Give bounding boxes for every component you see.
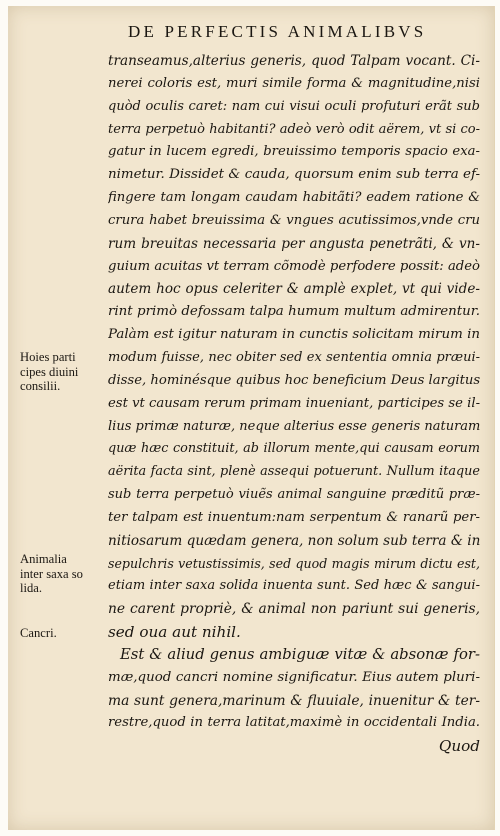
catchword: Quod <box>438 737 480 756</box>
margin-note-line: lida. <box>20 581 43 596</box>
margin-note-animalia <box>20 552 108 596</box>
text-line: gatur in lucem egredi, breuissimo temporis spacio exa- <box>108 144 480 160</box>
text-line: mæ,quod cancri nomine significatur. Eius autem pluri- <box>108 669 480 685</box>
text-line: Palàm est igitur naturam in cunctis solicitam mirum in <box>108 327 480 343</box>
text-line: transeamus,alterius generis, quod Talpam vocant. Ci- <box>108 53 480 69</box>
margin-note-line: Hoies parti <box>20 350 76 364</box>
text-line: rint primò defossam talpa humum multum admirentur. <box>108 304 480 320</box>
margin-note-line: cipes diuini <box>20 364 79 379</box>
text-line: nerei coloris est, muri simile forma & magnitudine,nisi <box>108 75 480 91</box>
body-text <box>108 50 480 758</box>
margin-note-cancri <box>20 626 108 641</box>
text-line: quæ hæc constituit, ab illorum mente,qui causam eorum <box>108 441 480 457</box>
margin-note-line: Animalia <box>20 552 67 566</box>
text-line: sepulchris vetustissimis, sed quod magis mirum dictu est, <box>108 555 480 571</box>
text-line: autem hoc opus celeriter & amplè explet, vt qui vide- <box>108 281 480 298</box>
margin-note-line: Cancri. <box>20 626 57 640</box>
text-line: rum breuitas necessaria per angusta penetrãti, & vn- <box>108 235 480 252</box>
text-line: sed oua aut nihil. <box>108 623 241 642</box>
book-page <box>8 6 495 830</box>
text-line: nitiosarum quædam genera, non solum sub terra & in <box>108 532 480 549</box>
running-head: DE PERFECTIS ANIMALIBVS <box>128 22 427 41</box>
text-line: etiam inter saxa solida inuenta sunt. Sed hæc & sangui- <box>108 578 480 594</box>
text-line: aërita facta sint, plenè assequi potuerunt. Nullum itaque <box>108 464 480 480</box>
text-line: Est & aliud genus ambiguæ vitæ & absonæ for- <box>120 645 480 663</box>
margin-note-line: inter saxa so <box>20 566 83 581</box>
margin-note-participes <box>20 350 108 394</box>
text-line: ne carent propriè, & animal non pariunt sui generis, <box>108 601 480 618</box>
text-line: terra perpetuò habitanti? adeò verò odit aërem, vt si co- <box>108 121 480 137</box>
text-line: guium acuitas vt terram cõmodè perfodere possit: adeò <box>108 258 480 274</box>
text-line: quòd oculis caret: nam cui visui oculi profuturi erãt sub <box>108 98 480 114</box>
text-line: ter talpam est inuentum:nam serpentum & ranarũ per- <box>108 509 480 525</box>
text-line: est vt causam rerum primam inueniant, participes se il- <box>108 395 480 411</box>
text-line: ma sunt genera,marinum & fluuiale, inuenitur & ter- <box>108 692 480 709</box>
text-line: crura habet breuissima & vngues acutissimos,vnde cru <box>108 212 480 228</box>
text-line: lius primæ naturæ, neque alterius esse generis naturam <box>108 418 480 434</box>
text-line: modum fuisse, nec obiter sed ex sententia omnia præui- <box>108 349 480 365</box>
text-line: nimetur. Dissidet & cauda, quorsum enim sub terra ef- <box>108 167 480 183</box>
text-line: fingere tam longam caudam habitãti? eadem ratione & <box>108 190 480 206</box>
text-line: disse, hominésque quibus hoc beneficium Deus largitus <box>108 372 480 388</box>
text-line: restre,quod in terra latitat,maximè in occidentali India. <box>108 715 480 731</box>
text-line: sub terra perpetuò viuẽs animal sanguine præditũ præ- <box>108 487 480 503</box>
margin-note-line: consilii. <box>20 379 61 394</box>
